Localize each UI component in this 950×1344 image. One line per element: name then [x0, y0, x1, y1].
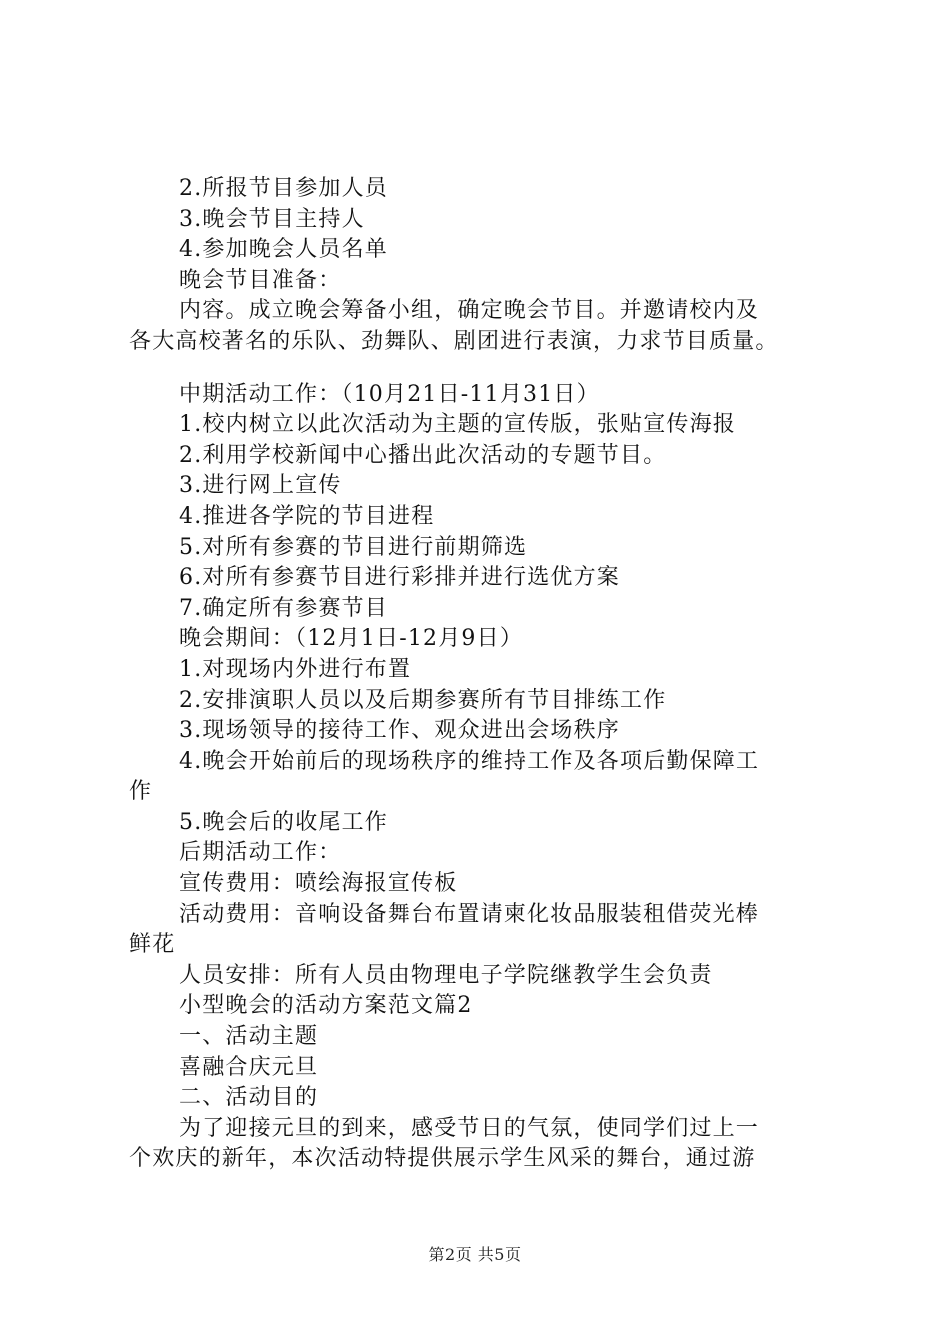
page-number-footer: 第2页 共5页 — [428, 1245, 522, 1264]
text-line: 7.确定所有参赛节目 — [179, 595, 388, 621]
paragraph-gap — [129, 358, 834, 380]
paragraph-line: 活动费用：音响设备舞台布置请柬化妆品服装租借荧光棒 — [179, 901, 760, 927]
text-line: 宣传费用：喷绘海报宣传板 — [179, 871, 458, 897]
text-line: 1.校内树立以此次活动为主题的宣传版，张贴宣传海报 — [179, 412, 736, 438]
text-line: 3.进行网上宣传 — [179, 473, 342, 499]
text-line: 3.现场领导的接待工作、观众进出会场秩序 — [179, 718, 620, 744]
paragraph-line: 4.晚会开始前后的现场秩序的维持工作及各项后勤保障工 — [179, 748, 760, 774]
section-heading: 晚会节目准备： — [179, 267, 342, 293]
text-line: 3.晚会节目主持人 — [179, 206, 365, 232]
paragraph-line: 鲜花 — [129, 932, 176, 958]
paragraph-line: 作 — [129, 779, 153, 805]
paragraph-line: 内容。成立晚会筹备小组，确定晚会节目。并邀请校内及 — [179, 298, 760, 324]
section-title: 小型晚会的活动方案范文篇2 — [179, 993, 473, 1019]
paragraph-line: 个欢庆的新年，本次活动特提供展示学生风采的舞台，通过游 — [129, 1146, 756, 1172]
section-heading: 二、活动目的 — [179, 1085, 319, 1111]
text-line: 4.参加晚会人员名单 — [179, 237, 388, 263]
section-heading: 中期活动工作：（10月21日-11月31日） — [179, 381, 600, 407]
text-line: 1.对现场内外进行布置 — [179, 656, 412, 682]
paragraph-line: 各大高校著名的乐队、劲舞队、剧团进行表演，力求节目质量。 — [129, 328, 779, 354]
section-heading: 晚会期间：（12月1日-12月9日） — [179, 626, 524, 652]
text-line: 5.对所有参赛的节目进行前期筛选 — [179, 534, 528, 560]
text-line: 5.晚会后的收尾工作 — [179, 809, 388, 835]
document-body — [129, 174, 834, 1175]
paragraph-line: 为了迎接元旦的到来，感受节日的气氛，使同学们过上一 — [179, 1115, 760, 1141]
section-heading: 一、活动主题 — [179, 1024, 319, 1050]
text-line: 6.对所有参赛节目进行彩排并进行选优方案 — [179, 565, 620, 591]
text-line: 2.利用学校新闻中心播出此次活动的专题节目。 — [179, 442, 667, 468]
text-line: 人员安排：所有人员由物理电子学院继教学生会负责 — [179, 962, 713, 988]
text-line: 喜融合庆元旦 — [179, 1054, 319, 1080]
text-line: 2.安排演职人员以及后期参赛所有节目排练工作 — [179, 687, 667, 713]
text-line: 4.推进各学院的节目进程 — [179, 503, 435, 529]
text-line: 2.所报节目参加人员 — [179, 176, 388, 201]
section-heading: 后期活动工作： — [179, 840, 342, 866]
